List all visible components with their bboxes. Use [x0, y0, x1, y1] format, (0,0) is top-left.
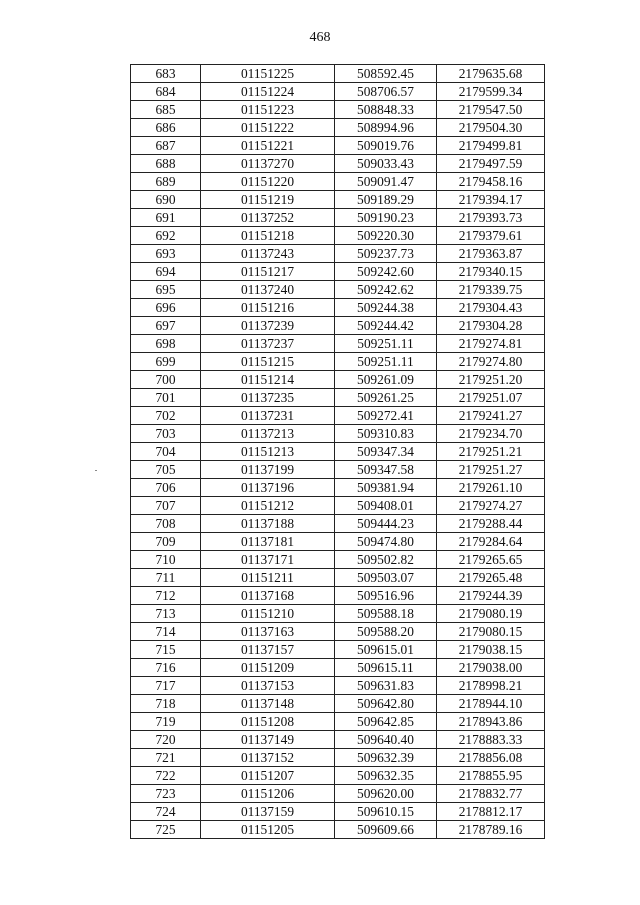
table-row	[131, 641, 545, 659]
x-coordinate-cell: 509642.85	[335, 713, 437, 731]
y-coordinate-cell: 2178832.77	[437, 785, 545, 803]
y-coordinate-cell: 2178789.16	[437, 821, 545, 839]
x-coordinate-cell: 509237.73	[335, 245, 437, 263]
point-id-cell: 01151209	[201, 659, 335, 677]
y-coordinate-cell: 2179261.10	[437, 479, 545, 497]
table-row	[131, 137, 545, 155]
x-coordinate-cell: 508592.45	[335, 65, 437, 83]
y-coordinate-cell: 2178855.95	[437, 767, 545, 785]
y-coordinate-cell: 2178998.21	[437, 677, 545, 695]
y-coordinate-cell: 2179339.75	[437, 281, 545, 299]
point-id-cell: 01137196	[201, 479, 335, 497]
y-coordinate-cell: 2179251.07	[437, 389, 545, 407]
row-number-cell: 684	[131, 83, 201, 101]
table-row	[131, 803, 545, 821]
y-coordinate-cell: 2179393.73	[437, 209, 545, 227]
point-id-cell: 01137159	[201, 803, 335, 821]
point-id-cell: 01137148	[201, 695, 335, 713]
x-coordinate-cell: 509474.80	[335, 533, 437, 551]
row-number-cell: 699	[131, 353, 201, 371]
table-row	[131, 515, 545, 533]
x-coordinate-cell: 509632.39	[335, 749, 437, 767]
point-id-cell: 01137157	[201, 641, 335, 659]
y-coordinate-cell: 2178944.10	[437, 695, 545, 713]
y-coordinate-cell: 2179379.61	[437, 227, 545, 245]
y-coordinate-cell: 2179547.50	[437, 101, 545, 119]
table-row	[131, 155, 545, 173]
row-number-cell: 710	[131, 551, 201, 569]
table-row	[131, 245, 545, 263]
table-row	[131, 371, 545, 389]
y-coordinate-cell: 2179635.68	[437, 65, 545, 83]
point-id-cell: 01151218	[201, 227, 335, 245]
table-row	[131, 623, 545, 641]
x-coordinate-cell: 509251.11	[335, 335, 437, 353]
table-row	[131, 695, 545, 713]
point-id-cell: 01137168	[201, 587, 335, 605]
table-row	[131, 461, 545, 479]
y-coordinate-cell: 2178883.33	[437, 731, 545, 749]
table-row	[131, 317, 545, 335]
x-coordinate-cell: 509620.00	[335, 785, 437, 803]
x-coordinate-cell: 509189.29	[335, 191, 437, 209]
y-coordinate-cell: 2179251.27	[437, 461, 545, 479]
y-coordinate-cell: 2179265.65	[437, 551, 545, 569]
x-coordinate-cell: 509033.43	[335, 155, 437, 173]
x-coordinate-cell: 509244.38	[335, 299, 437, 317]
row-number-cell: 724	[131, 803, 201, 821]
table-row	[131, 731, 545, 749]
x-coordinate-cell: 509310.83	[335, 425, 437, 443]
x-coordinate-cell: 509244.42	[335, 317, 437, 335]
point-id-cell: 01151211	[201, 569, 335, 587]
table-row	[131, 587, 545, 605]
x-coordinate-cell: 509190.23	[335, 209, 437, 227]
point-id-cell: 01137231	[201, 407, 335, 425]
table-row	[131, 659, 545, 677]
row-number-cell: 718	[131, 695, 201, 713]
table-row	[131, 83, 545, 101]
table-row	[131, 425, 545, 443]
x-coordinate-cell: 509631.83	[335, 677, 437, 695]
point-id-cell: 01151212	[201, 497, 335, 515]
table-row	[131, 677, 545, 695]
row-number-cell: 713	[131, 605, 201, 623]
table-row	[131, 173, 545, 191]
x-coordinate-cell: 508706.57	[335, 83, 437, 101]
table-row	[131, 749, 545, 767]
row-number-cell: 709	[131, 533, 201, 551]
y-coordinate-cell: 2179274.81	[437, 335, 545, 353]
point-id-cell: 01151216	[201, 299, 335, 317]
x-coordinate-cell: 509609.66	[335, 821, 437, 839]
y-coordinate-cell: 2179038.00	[437, 659, 545, 677]
point-id-cell: 01137237	[201, 335, 335, 353]
point-id-cell: 01137270	[201, 155, 335, 173]
x-coordinate-cell: 509019.76	[335, 137, 437, 155]
page-number: 468	[309, 30, 331, 45]
y-coordinate-cell: 2179251.20	[437, 371, 545, 389]
y-coordinate-cell: 2179038.15	[437, 641, 545, 659]
row-number-cell: 683	[131, 65, 201, 83]
x-coordinate-cell: 509615.11	[335, 659, 437, 677]
row-number-cell: 712	[131, 587, 201, 605]
row-number-cell: 707	[131, 497, 201, 515]
x-coordinate-cell: 509502.82	[335, 551, 437, 569]
row-number-cell: 705	[131, 461, 201, 479]
table-row	[131, 281, 545, 299]
x-coordinate-cell: 509588.20	[335, 623, 437, 641]
point-id-cell: 01137149	[201, 731, 335, 749]
table-row	[131, 227, 545, 245]
y-coordinate-cell: 2179234.70	[437, 425, 545, 443]
table-row	[131, 389, 545, 407]
x-coordinate-cell: 509242.60	[335, 263, 437, 281]
point-id-cell: 01151205	[201, 821, 335, 839]
table-row	[131, 191, 545, 209]
table-row	[131, 443, 545, 461]
point-id-cell: 01137199	[201, 461, 335, 479]
point-id-cell: 01137163	[201, 623, 335, 641]
point-id-cell: 01137213	[201, 425, 335, 443]
row-number-cell: 685	[131, 101, 201, 119]
row-number-cell: 716	[131, 659, 201, 677]
point-id-cell: 01151206	[201, 785, 335, 803]
point-id-cell: 01137243	[201, 245, 335, 263]
row-number-cell: 719	[131, 713, 201, 731]
table-row	[131, 713, 545, 731]
point-id-cell: 01137152	[201, 749, 335, 767]
point-id-cell: 01151225	[201, 65, 335, 83]
row-number-cell: 686	[131, 119, 201, 137]
x-coordinate-cell: 508848.33	[335, 101, 437, 119]
row-number-cell: 723	[131, 785, 201, 803]
row-number-cell: 689	[131, 173, 201, 191]
row-number-cell: 695	[131, 281, 201, 299]
x-coordinate-cell: 509242.62	[335, 281, 437, 299]
y-coordinate-cell: 2179274.27	[437, 497, 545, 515]
y-coordinate-cell: 2179241.27	[437, 407, 545, 425]
row-number-cell: 687	[131, 137, 201, 155]
row-number-cell: 691	[131, 209, 201, 227]
row-number-cell: 696	[131, 299, 201, 317]
table-row	[131, 263, 545, 281]
table-row	[131, 605, 545, 623]
y-coordinate-cell: 2179080.19	[437, 605, 545, 623]
x-coordinate-cell: 509408.01	[335, 497, 437, 515]
row-number-cell: 711	[131, 569, 201, 587]
x-coordinate-cell: 509610.15	[335, 803, 437, 821]
point-id-cell: 01137239	[201, 317, 335, 335]
point-id-cell: 01151208	[201, 713, 335, 731]
y-coordinate-cell: 2179394.17	[437, 191, 545, 209]
table-row	[131, 209, 545, 227]
row-number-cell: 721	[131, 749, 201, 767]
y-coordinate-cell: 2178812.17	[437, 803, 545, 821]
point-id-cell: 01151214	[201, 371, 335, 389]
row-number-cell: 722	[131, 767, 201, 785]
row-number-cell: 720	[131, 731, 201, 749]
x-coordinate-cell: 509347.34	[335, 443, 437, 461]
point-id-cell: 01151210	[201, 605, 335, 623]
row-number-cell: 700	[131, 371, 201, 389]
point-id-cell: 01151224	[201, 83, 335, 101]
table-row	[131, 479, 545, 497]
point-id-cell: 01151223	[201, 101, 335, 119]
table-row	[131, 299, 545, 317]
table-row	[131, 785, 545, 803]
table-row	[131, 533, 545, 551]
y-coordinate-cell: 2179458.16	[437, 173, 545, 191]
y-coordinate-cell: 2179504.30	[437, 119, 545, 137]
table-row	[131, 101, 545, 119]
x-coordinate-cell: 509640.40	[335, 731, 437, 749]
x-coordinate-cell: 509615.01	[335, 641, 437, 659]
row-number-cell: 702	[131, 407, 201, 425]
point-id-cell: 01151222	[201, 119, 335, 137]
scan-artifact	[95, 470, 97, 471]
y-coordinate-cell: 2178943.86	[437, 713, 545, 731]
y-coordinate-cell: 2179080.15	[437, 623, 545, 641]
x-coordinate-cell: 509091.47	[335, 173, 437, 191]
y-coordinate-cell: 2179284.64	[437, 533, 545, 551]
table-row	[131, 119, 545, 137]
table-row	[131, 335, 545, 353]
y-coordinate-cell: 2179599.34	[437, 83, 545, 101]
row-number-cell: 703	[131, 425, 201, 443]
y-coordinate-cell: 2179340.15	[437, 263, 545, 281]
point-id-cell: 01137252	[201, 209, 335, 227]
row-number-cell: 706	[131, 479, 201, 497]
table-row	[131, 497, 545, 515]
table-body	[131, 65, 545, 839]
y-coordinate-cell: 2178856.08	[437, 749, 545, 767]
x-coordinate-cell: 509347.58	[335, 461, 437, 479]
row-number-cell: 717	[131, 677, 201, 695]
point-id-cell: 01137235	[201, 389, 335, 407]
point-id-cell: 01151219	[201, 191, 335, 209]
row-number-cell: 692	[131, 227, 201, 245]
row-number-cell: 714	[131, 623, 201, 641]
x-coordinate-cell: 509251.11	[335, 353, 437, 371]
y-coordinate-cell: 2179304.28	[437, 317, 545, 335]
y-coordinate-cell: 2179251.21	[437, 443, 545, 461]
x-coordinate-cell: 509444.23	[335, 515, 437, 533]
point-id-cell: 01151215	[201, 353, 335, 371]
x-coordinate-cell: 509261.25	[335, 389, 437, 407]
y-coordinate-cell: 2179274.80	[437, 353, 545, 371]
row-number-cell: 725	[131, 821, 201, 839]
x-coordinate-cell: 509261.09	[335, 371, 437, 389]
y-coordinate-cell: 2179363.87	[437, 245, 545, 263]
x-coordinate-cell: 509632.35	[335, 767, 437, 785]
point-id-cell: 01137153	[201, 677, 335, 695]
row-number-cell: 698	[131, 335, 201, 353]
point-id-cell: 01137240	[201, 281, 335, 299]
table-row	[131, 65, 545, 83]
point-id-cell: 01151207	[201, 767, 335, 785]
row-number-cell: 688	[131, 155, 201, 173]
x-coordinate-cell: 509503.07	[335, 569, 437, 587]
point-id-cell: 01137188	[201, 515, 335, 533]
row-number-cell: 715	[131, 641, 201, 659]
y-coordinate-cell: 2179288.44	[437, 515, 545, 533]
table-row	[131, 551, 545, 569]
table-row	[131, 569, 545, 587]
row-number-cell: 704	[131, 443, 201, 461]
x-coordinate-cell: 509642.80	[335, 695, 437, 713]
y-coordinate-cell: 2179304.43	[437, 299, 545, 317]
table-row	[131, 821, 545, 839]
row-number-cell: 694	[131, 263, 201, 281]
row-number-cell: 708	[131, 515, 201, 533]
x-coordinate-cell: 509588.18	[335, 605, 437, 623]
y-coordinate-cell: 2179497.59	[437, 155, 545, 173]
row-number-cell: 697	[131, 317, 201, 335]
x-coordinate-cell: 509516.96	[335, 587, 437, 605]
y-coordinate-cell: 2179265.48	[437, 569, 545, 587]
point-id-cell: 01137181	[201, 533, 335, 551]
row-number-cell: 701	[131, 389, 201, 407]
row-number-cell: 693	[131, 245, 201, 263]
y-coordinate-cell: 2179499.81	[437, 137, 545, 155]
point-id-cell: 01137171	[201, 551, 335, 569]
table-row	[131, 767, 545, 785]
x-coordinate-cell: 509381.94	[335, 479, 437, 497]
point-id-cell: 01151217	[201, 263, 335, 281]
point-id-cell: 01151221	[201, 137, 335, 155]
coordinates-table	[130, 64, 545, 839]
table-row	[131, 407, 545, 425]
point-id-cell: 01151220	[201, 173, 335, 191]
row-number-cell: 690	[131, 191, 201, 209]
x-coordinate-cell: 508994.96	[335, 119, 437, 137]
x-coordinate-cell: 509272.41	[335, 407, 437, 425]
y-coordinate-cell: 2179244.39	[437, 587, 545, 605]
x-coordinate-cell: 509220.30	[335, 227, 437, 245]
point-id-cell: 01151213	[201, 443, 335, 461]
table-row	[131, 353, 545, 371]
